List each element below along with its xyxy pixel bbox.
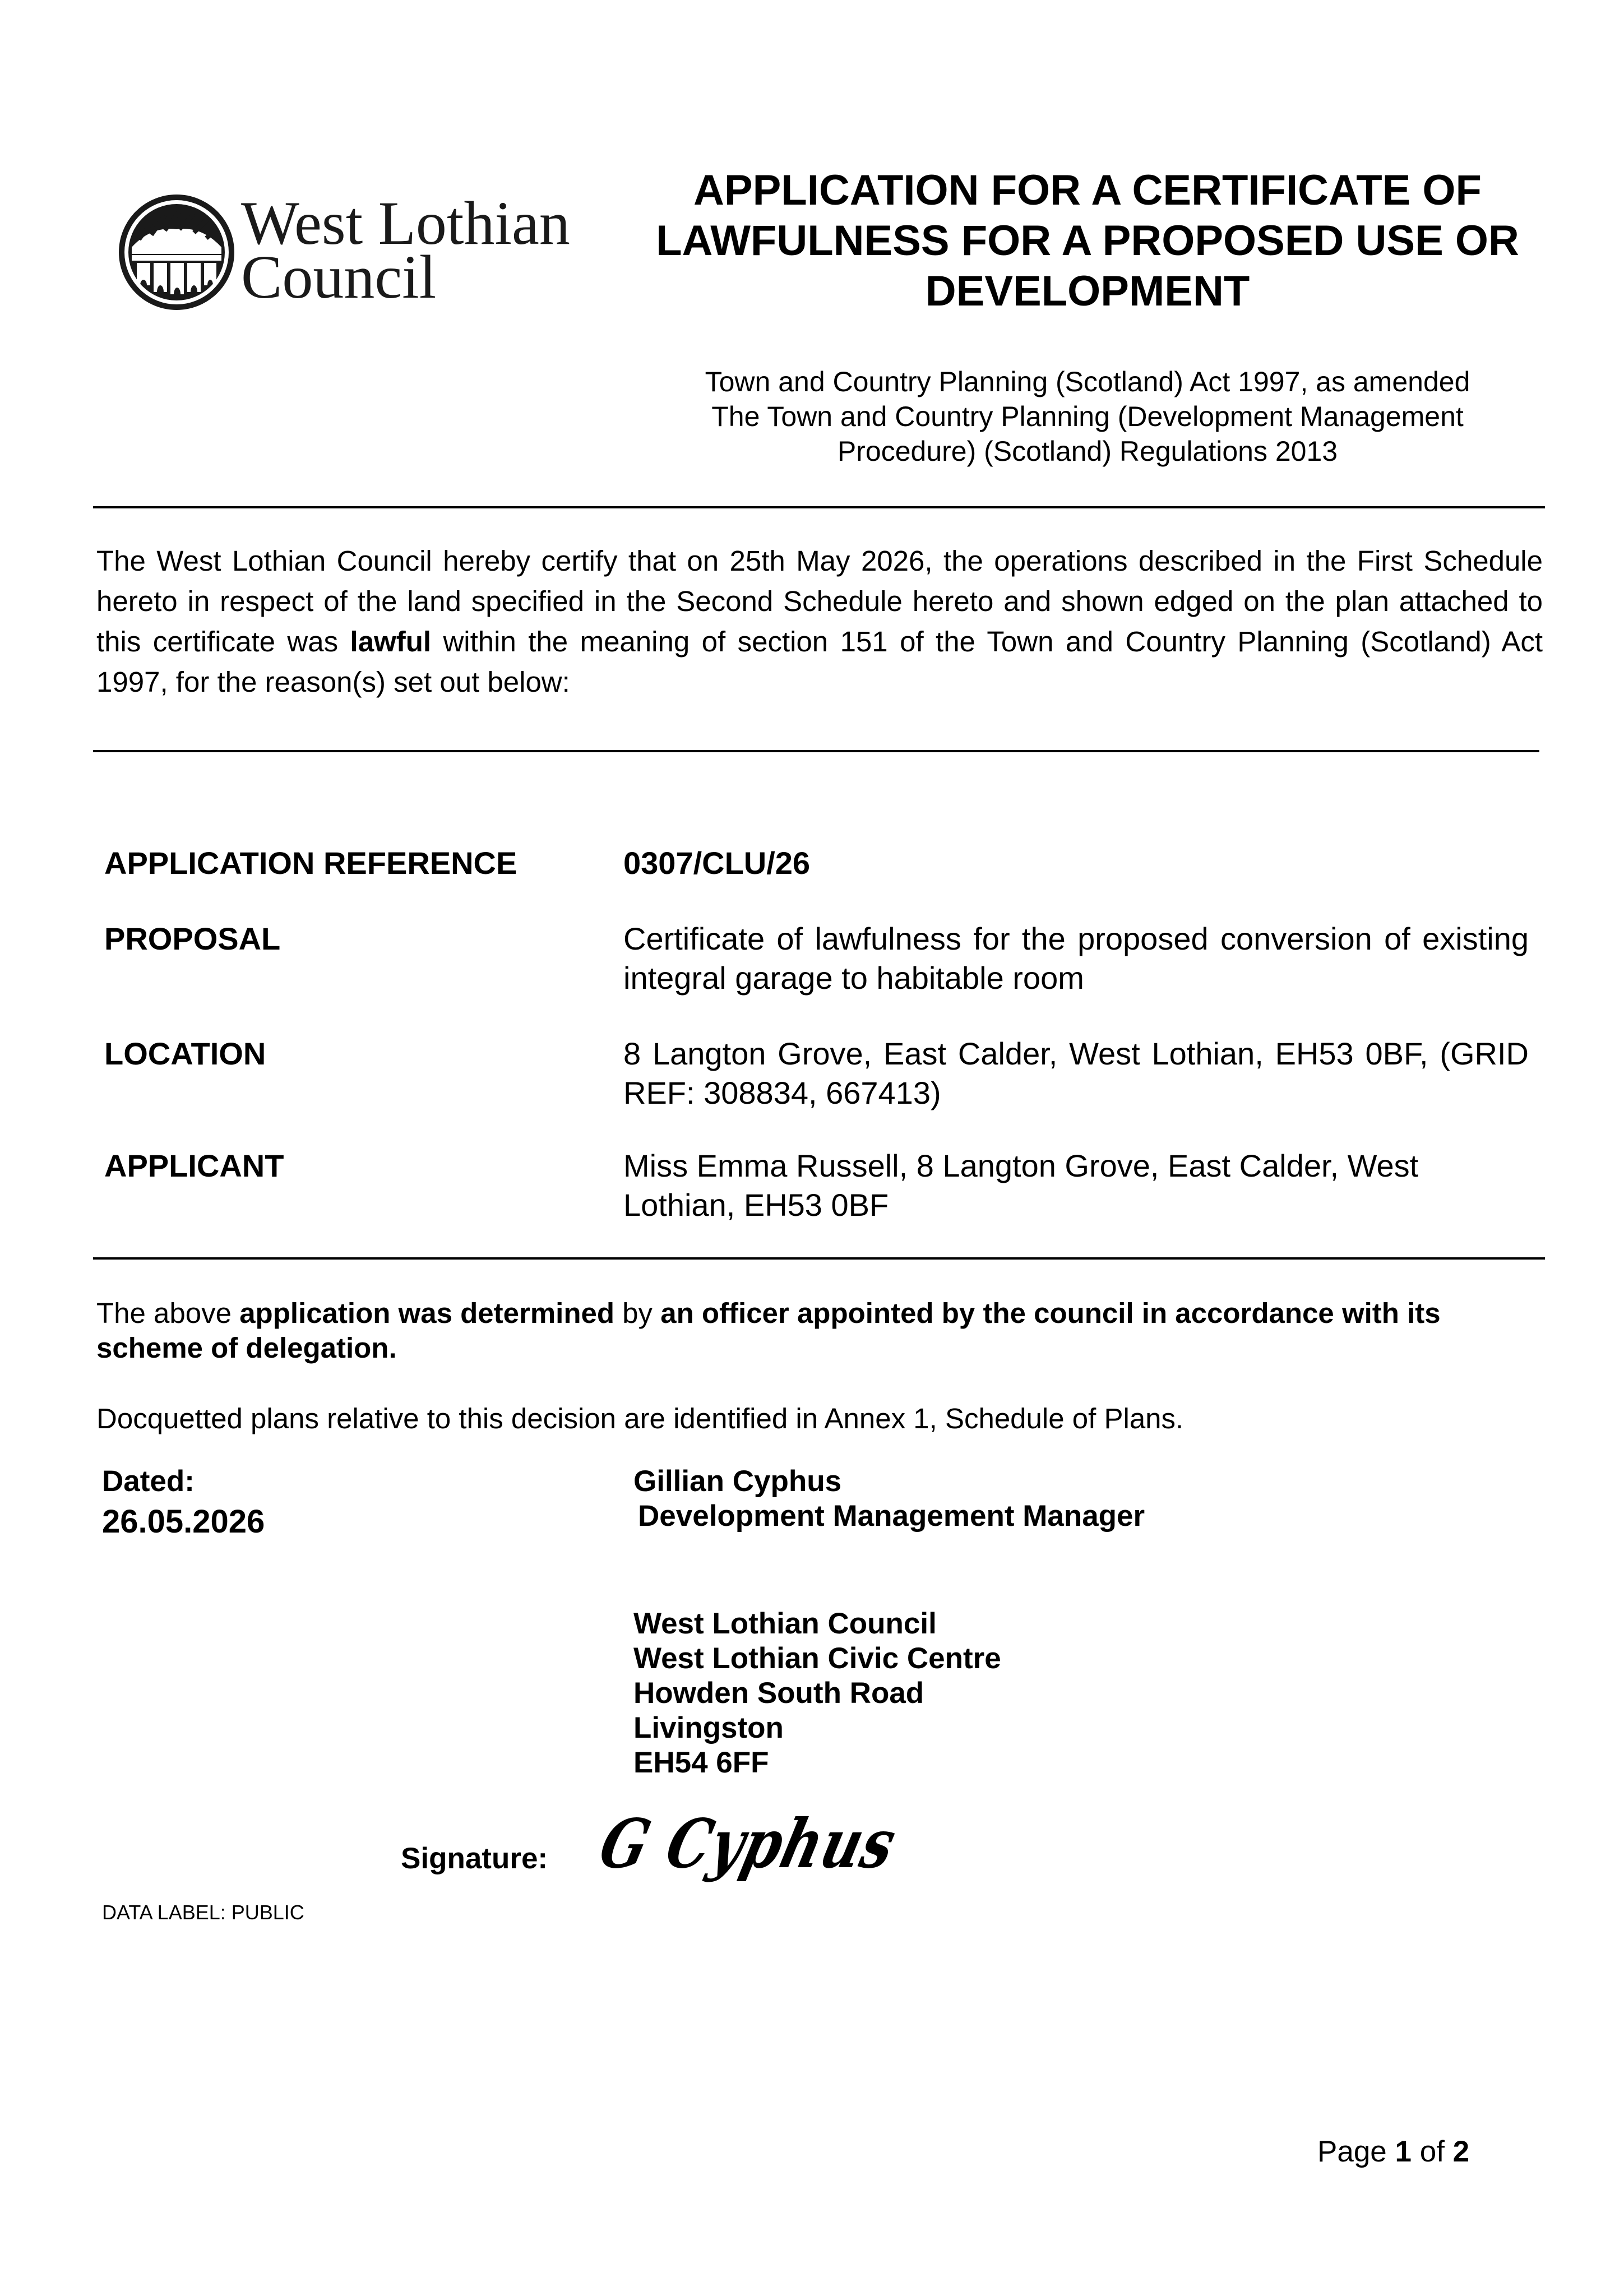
dated-label: Dated: bbox=[102, 1465, 195, 1498]
title-line-3: DEVELOPMENT bbox=[925, 267, 1250, 315]
logo-line-1: West Lothian bbox=[241, 189, 570, 257]
certification-statement bbox=[96, 541, 1543, 702]
reference-label: APPLICATION REFERENCE bbox=[104, 845, 517, 881]
divider-bottom bbox=[93, 1257, 1545, 1260]
page-middle: of bbox=[1412, 2135, 1453, 2168]
page-prefix: Page bbox=[1317, 2135, 1395, 2168]
reference-value: 0307/CLU/26 bbox=[623, 845, 811, 881]
address-line-2: West Lothian Civic Centre bbox=[633, 1642, 1001, 1675]
address-line-4: Livingston bbox=[633, 1711, 784, 1744]
address-line-5: EH54 6FF bbox=[633, 1746, 769, 1779]
act-line-2: The Town and Country Planning (Development Management bbox=[711, 401, 1464, 432]
legislation-reference bbox=[639, 364, 1536, 469]
logo-wordmark bbox=[241, 189, 570, 311]
divider-top bbox=[93, 506, 1545, 508]
determination-text-2: by bbox=[614, 1297, 661, 1329]
act-line-1: Town and Country Planning (Scotland) Act 1997, as amended bbox=[705, 366, 1470, 397]
divider-middle bbox=[93, 750, 1539, 752]
docquetted-plans-note: Docquetted plans relative to this decision are identified in Annex 1, Schedule of Plans. bbox=[96, 1402, 1184, 1434]
applicant-line-2: Lothian, EH53 0BF bbox=[623, 1187, 889, 1223]
statement-text-before: The West Lothian Council hereby certify that on 25th May 2026, the operations described in the First Schedule hereto in respect of the land specified in the Second Schedule hereto and shown edged on the plan attached to this certificate was bbox=[96, 545, 1543, 658]
council-address bbox=[633, 1607, 1001, 1780]
page-indicator bbox=[1317, 2135, 1469, 2169]
title-line-1: APPLICATION FOR A CERTIFICATE OF bbox=[693, 166, 1482, 214]
applicant-value bbox=[623, 1146, 1529, 1225]
proposal-value: Certificate of lawfulness for the proposed conversion of existing integral garage to habitable room bbox=[623, 921, 1529, 996]
applicant-line-1: Miss Emma Russell, 8 Langton Grove, East Calder, West bbox=[623, 1148, 1419, 1183]
council-logo bbox=[118, 185, 570, 320]
location-label: LOCATION bbox=[104, 1036, 266, 1071]
title-line-2: LAWFULNESS FOR A PROPOSED USE OR bbox=[656, 217, 1519, 265]
viaduct-emblem-icon bbox=[118, 193, 235, 311]
officer-block bbox=[633, 1464, 1145, 1534]
determination-text-1: The above bbox=[96, 1297, 240, 1329]
location-value: 8 Langton Grove, East Calder, West Lothian, EH53 0BF, (GRID REF: 308834, 667413) bbox=[623, 1036, 1529, 1110]
document-title bbox=[611, 165, 1564, 317]
officer-title: Development Management Manager bbox=[638, 1499, 1145, 1533]
determination-bold-2: an officer appointed by the council in accordance with its scheme of delegation. bbox=[96, 1297, 1441, 1364]
address-line-1: West Lothian Council bbox=[633, 1607, 937, 1640]
handwritten-signature: G Cyphus bbox=[592, 1804, 904, 1883]
data-classification-label: DATA LABEL: PUBLIC bbox=[102, 1901, 304, 1924]
determination-statement bbox=[96, 1296, 1543, 1365]
address-line-3: Howden South Road bbox=[633, 1677, 924, 1710]
determination-bold-1: application was determined bbox=[239, 1297, 615, 1329]
signature-label: Signature: bbox=[401, 1842, 548, 1875]
logo-line-2: Council bbox=[241, 243, 437, 311]
statement-text-after: within the meaning of section 151 of the Town and Country Planning (Scotland) Act 1997, for the reason(s) set out below: bbox=[96, 626, 1543, 698]
applicant-label: APPLICANT bbox=[104, 1148, 284, 1183]
page-current: 1 bbox=[1395, 2135, 1412, 2168]
page-total: 2 bbox=[1452, 2135, 1470, 2168]
officer-name: Gillian Cyphus bbox=[633, 1465, 842, 1498]
statement-bold-lawful: lawful bbox=[350, 626, 432, 658]
dated-value: 26.05.2026 bbox=[102, 1503, 265, 1540]
proposal-label: PROPOSAL bbox=[104, 921, 281, 956]
act-line-3: Procedure) (Scotland) Regulations 2013 bbox=[837, 436, 1338, 467]
